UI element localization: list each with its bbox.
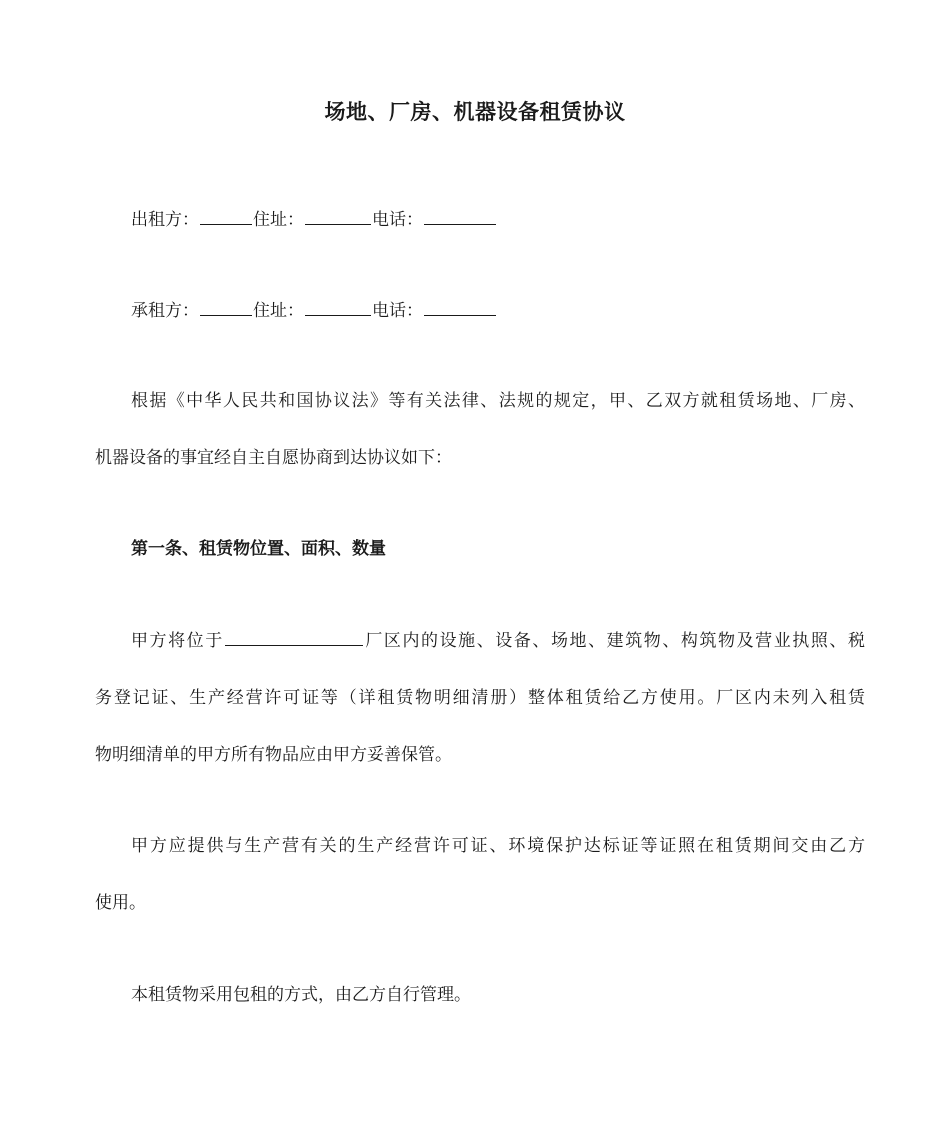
lessee-address-blank [305, 298, 371, 316]
lessor-phone-blank [424, 207, 496, 225]
article-1-heading: 第一条、租赁物位置、面积、数量 [131, 539, 386, 559]
lessee-phone-label: 电话： [372, 301, 423, 321]
lessor-address-label: 住址： [253, 210, 304, 230]
location-blank [225, 628, 363, 646]
lessor-phone-label: 电话： [372, 210, 423, 230]
document-title: 场地、厂房、机器设备租赁协议 [324, 100, 626, 124]
lessee-phone-blank [424, 298, 496, 316]
lessor-label: 出租方： [131, 210, 199, 230]
lessor-name-blank [200, 207, 252, 225]
article-1-para-1-line-2: 务登记证、生产经营许可证等（详租赁物明细清册）整体租赁给乙方使用。厂区内未列入租赁 [95, 688, 865, 708]
article-1-para-2-line-2: 使用。 [95, 893, 146, 913]
location-suffix: 厂区内的设施、设备、场地、建筑物、构筑物及营业执照、税 [363, 631, 865, 651]
lessor-address-blank [305, 207, 371, 225]
lessee-address-label: 住址： [253, 301, 304, 321]
lessor-line [131, 207, 865, 232]
article-1-para-3-line-1: 本租赁物采用包租的方式，由乙方自行管理。 [131, 985, 471, 1005]
lessee-label: 承租方： [131, 301, 199, 321]
preamble-line-2: 机器设备的事宜经自主自愿协商到达协议如下： [95, 448, 452, 468]
article-1-para-1-line-1 [131, 628, 865, 653]
lessee-name-blank [200, 298, 252, 316]
article-1-para-1-line-3: 物明细清单的甲方所有物品应由甲方妥善保管。 [95, 745, 452, 765]
preamble-line-1: 根据《中华人民共和国协议法》等有关法律、法规的规定，甲、乙双方就租赁场地、厂房、 [131, 391, 865, 411]
location-prefix: 甲方将位于 [131, 631, 224, 651]
lessee-line [131, 298, 865, 323]
article-1-para-2-line-1: 甲方应提供与生产营有关的生产经营许可证、环境保护达标证等证照在租赁期间交由乙方 [131, 836, 865, 856]
